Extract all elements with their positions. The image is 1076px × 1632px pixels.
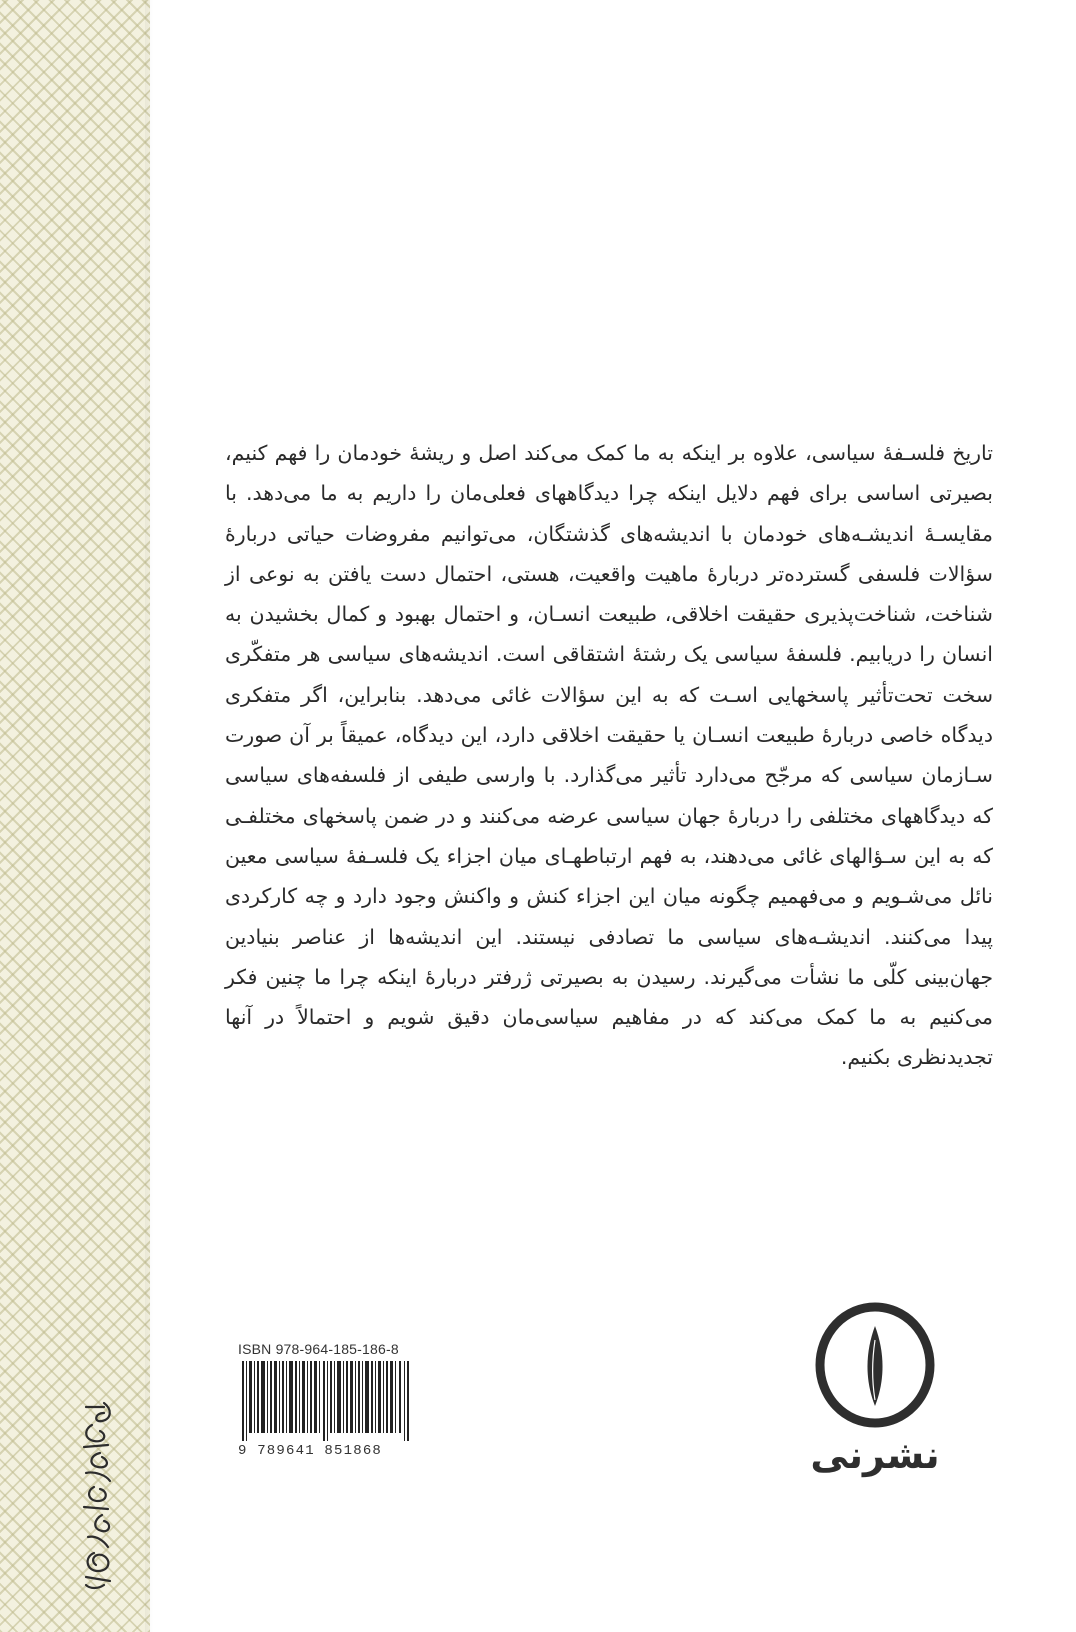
spine-pattern — [0, 0, 150, 1632]
spine-edge-shadow — [145, 0, 153, 1632]
barcode-digits: 9 789641 851868 — [238, 1443, 383, 1459]
isbn-barcode-block — [238, 1341, 418, 1463]
publisher-logo — [810, 1300, 940, 1435]
isbn-label: ISBN 978-964-185-186-8 — [238, 1341, 399, 1357]
back-cover-description: تاریخ فلسـفهٔ سیاسی، علاوه بر اینکه به ما کمک می‌کند اصل و ریشهٔ خودمان را فهم کنیم، بصیرتی اساسی برای فهم دلایل اینکه چرا دیدگاههای فعلی‌مان را داریم به ما می‌دهد. با مقایسـهٔ اندیشـه‌های خودمان با اندیشه‌های گذشتگان، می‌توانیم مفروضات حیاتی دربارهٔ سؤالات فلسفی گسترده‌تر دربارهٔ ماهیت واقعیت، هستی، احتمال دست یافتن به نوعی از شناخت، شناخت‌پذیری حقیقت اخلاقی، طبیعت انسـان، و احتمال بهبود و کمال بخشیدن به انسان را دریابیم. فلسفهٔ سیاسی یک رشتهٔ اشتقاقی است. اندیشه‌های سیاسی هر متفکّری سخت تحت‌تأثیر پاسخهایی اسـت که به این سؤالات غائی می‌دهد. بنابراین، اگر متفکری دیدگاه خاصی دربارهٔ طبیعت انسـان یا حقیقت اخلاقی دارد، این دیدگاه، عمیقاً بر آن صورت سـازمان سیاسی که مرجّح می‌دارد تأثیر می‌گذارد. با وارسی طیفی از فلسفه‌های سیاسی که دیدگاههای مختلفی را دربارهٔ جهان سیاسی عرضه می‌کنند و در ضمن پاسخهای مختلفـی که به این سـؤالهای غائی می‌دهند، به فهم ارتباطهـای میان اجزاء یک فلسـفهٔ سیاسی معین نائل می‌شـویم و می‌فهمیم چگونه میان این اجزاء کنش و واکنش وجود دارد و چه کارکردی پیدا می‌کنند. اندیشـه‌های سیاسی ما تصادفی نیستند. این اندیشه‌ها از عناصر بنیادین جهان‌بینی کلّی ما نشأت می‌گیرند. رسیدن به بصیرتی ژرفتر دربارهٔ اینکه چرا ما چنین فکر می‌کنیم به ما کمک می‌کند که در مفاهیم سیاسی‌مان دقیق شویم و احتمالاً در آنها تجدیدنظری بکنیم. — [225, 441, 993, 1070]
barcode — [242, 1361, 412, 1441]
publisher-name: نشرنی — [810, 1433, 940, 1477]
designer-signature — [64, 1395, 124, 1595]
